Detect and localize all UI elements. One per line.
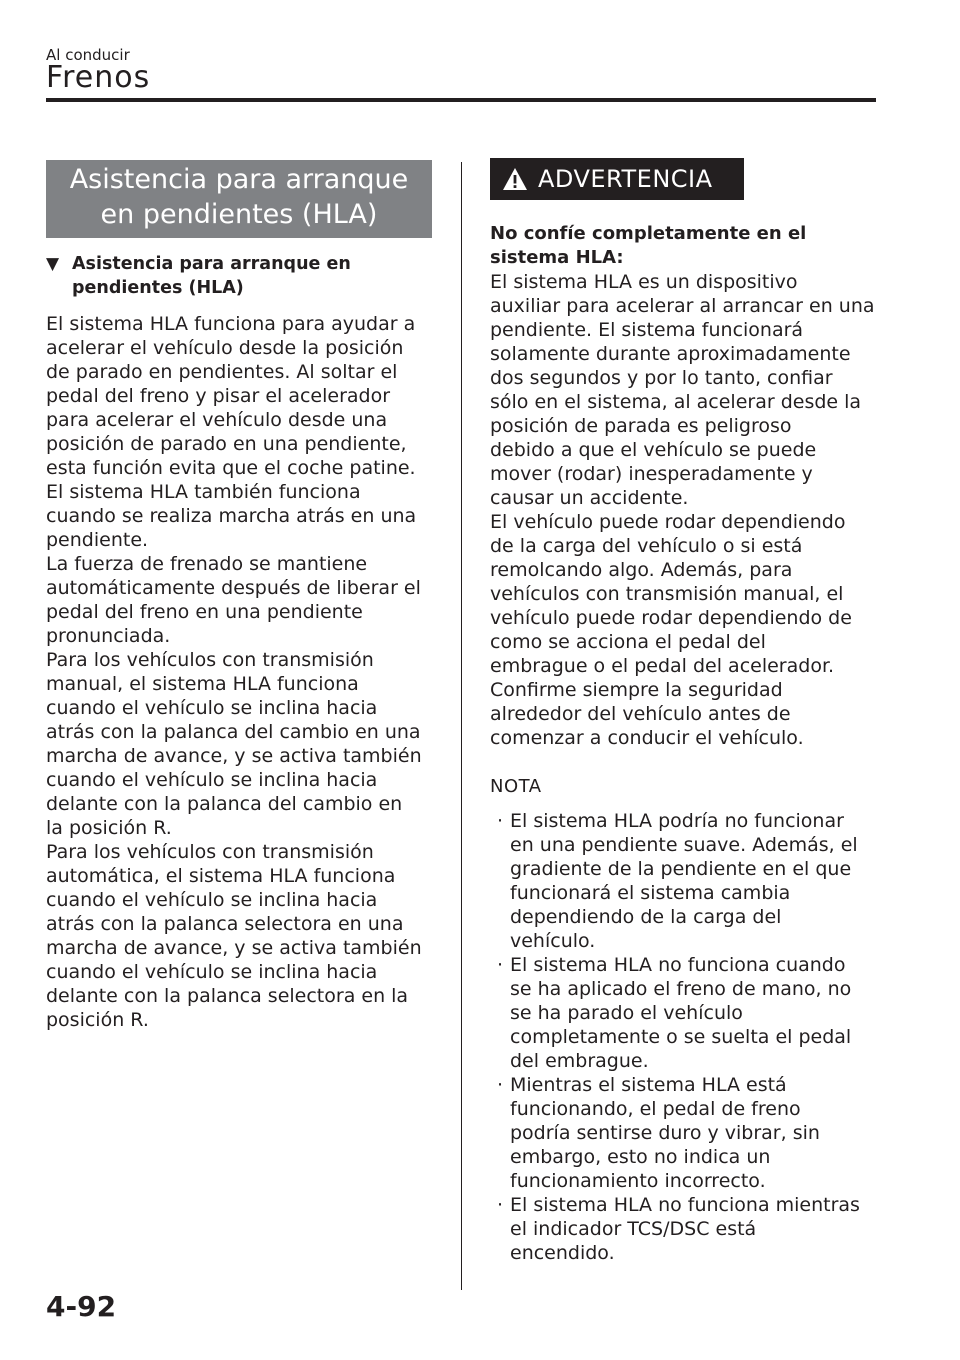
subheading-text: Asistencia para arranque en pendientes (HLA) <box>72 254 351 298</box>
note-item-text: El sistema HLA no funciona cuando se ha aplicado el freno de mano, no se ha parado el vehículo completamente o se suelta el pedal del embrague. <box>510 954 852 1072</box>
section-box-line1: Asistencia para arranque <box>69 164 409 195</box>
warning-banner <box>490 158 744 200</box>
triangle-down-icon: ▼ <box>46 254 60 274</box>
warning-triangle-icon <box>502 167 528 191</box>
page-number: 4-92 <box>46 1290 117 1323</box>
note-list <box>490 809 880 1265</box>
chapter-label: Al conducir <box>46 46 130 64</box>
note-item <box>490 809 880 953</box>
bullet-dot-icon: · <box>496 1074 504 1096</box>
column-divider <box>461 162 462 1290</box>
note-item <box>490 953 880 1073</box>
note-item-text: El sistema HLA podría no funcionar en una pendiente suave. Además, el gradiente de la pendiente en el que funcionará el sistema cambia dependiendo de la carga del vehículo. <box>510 810 858 952</box>
body-paragraph: El sistema HLA funciona para ayudar a acelerar el vehículo desde la posición de parado en pendientes. Al soltar el pedal del freno y pisar el acelerador para acelerar el vehículo desde una posición de parado en una pendiente, esta función evita que el coche patine. El sistema HLA también funciona cuando se realiza marcha atrás en una pendiente. La fuerza de frenado se mantiene automáticamente después de liberar el pedal del freno en una pendiente pronunciada. Para los vehículos con transmisión manual, el sistema HLA funciona cuando el vehículo se inclina hacia atrás con la palanca del cambio en una marcha de avance, y se activa también cuando el vehículo se inclina hacia delante con la palanca del cambio en la posición R. Para los vehículos con transmisión automática, el sistema HLA funciona cuando el vehículo se inclina hacia atrás con la palanca selectora en una marcha de avance, y se activa también cuando el vehículo se inclina hacia delante con la palanca selectora en la posición R. <box>46 313 422 1031</box>
section-title: Frenos <box>46 60 151 95</box>
bullet-dot-icon: · <box>496 810 504 832</box>
right-column <box>490 158 880 1265</box>
bullet-dot-icon: · <box>496 954 504 976</box>
section-box-line2: en pendientes (HLA) <box>100 199 378 230</box>
bullet-dot-icon: · <box>496 1194 504 1216</box>
warning-label: ADVERTENCIA <box>538 165 713 193</box>
note-title: NOTA <box>490 776 542 797</box>
left-column <box>46 160 434 1032</box>
section-title-box <box>46 160 432 238</box>
note-item <box>490 1193 880 1265</box>
warning-body: El sistema HLA es un dispositivo auxiliar para acelerar al arrancar en una pendiente. El sistema funcionará solamente durante aproximadamente dos segundos y por lo tanto, confiar sólo en el sistema, al acelerar desde la posición de parada es peligroso debido a que el vehículo se puede mover (rodar) inesperadamente y causar un accidente. El vehículo puede rodar dependiendo de la carga del vehículo o si está remolcando algo. Además, para vehículos con transmisión manual, el vehículo puede rodar dependiendo de como se acciona el pedal del embrague o el pedal del acelerador. Confirme siempre la seguridad alrededor del vehículo antes de comenzar a conducir el vehículo. <box>490 271 875 749</box>
note-item <box>490 1073 880 1193</box>
warning-heading: No confíe completamente en el sistema HLA: <box>490 223 807 268</box>
note-item-text: El sistema HLA no funciona mientras el indicador TCS/DSC está encendido. <box>510 1194 860 1264</box>
header-rule <box>46 98 876 102</box>
subheading <box>46 252 434 300</box>
note-item-text: Mientras el sistema HLA está funcionando, el pedal de freno podría sentirse duro y vibrar, sin embargo, esto no indica un funcionamiento incorrecto. <box>510 1074 820 1192</box>
